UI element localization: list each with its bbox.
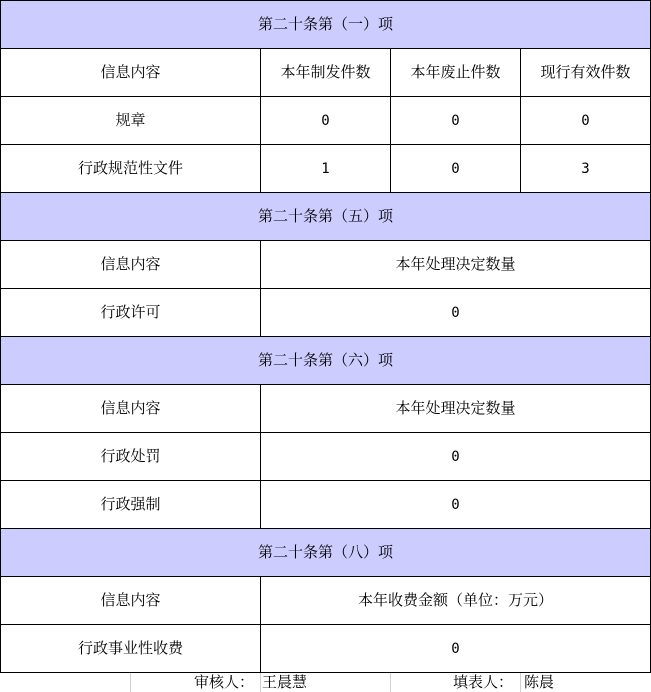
reviewer-label: 审核人： [194,673,255,691]
table-row [1,289,651,337]
column-header-row [1,241,651,289]
table-row [1,433,651,481]
row-label: 行政许可 [1,289,261,337]
cell-value: 0 [261,433,651,481]
table-row [1,97,651,145]
cell-value: 0 [391,145,521,193]
cell-value: 0 [261,625,651,673]
cell-value: 0 [391,97,521,145]
column-header-row [1,385,651,433]
section-title: 第二十条第（六）项 [1,337,651,385]
section-header-2 [1,193,651,241]
cell-value: 0 [261,481,651,529]
table-row [1,145,651,193]
row-label: 行政处罚 [1,433,261,481]
column-header: 本年收费金额（单位：万元） [261,577,651,625]
grid-divider [130,673,131,692]
cell-value: 3 [521,145,651,193]
grid-divider [260,673,261,692]
section-title: 第二十条第（八）项 [1,529,651,577]
cell-value: 0 [261,289,651,337]
table-row [1,481,651,529]
signature-footer [0,673,651,692]
column-header: 现行有效件数 [521,49,651,97]
column-header: 信息内容 [1,577,261,625]
grid-divider [390,673,391,692]
filler-label: 填表人： [453,673,514,691]
column-header: 本年废止件数 [391,49,521,97]
column-header: 本年处理决定数量 [261,385,651,433]
grid-divider [520,673,521,692]
section-header-4 [1,529,651,577]
column-header-row [1,49,651,97]
column-header: 信息内容 [1,385,261,433]
section-title: 第二十条第（一）项 [1,1,651,49]
section-header-3 [1,337,651,385]
table-row [1,625,651,673]
row-label: 行政强制 [1,481,261,529]
section-title: 第二十条第（五）项 [1,193,651,241]
cell-value: 0 [521,97,651,145]
row-label: 行政事业性收费 [1,625,261,673]
cell-value: 1 [261,145,391,193]
filler-name: 陈晨 [524,673,555,691]
column-header: 本年制发件数 [261,49,391,97]
column-header-row [1,577,651,625]
column-header: 信息内容 [1,49,261,97]
column-header: 信息内容 [1,241,261,289]
row-label: 规章 [1,97,261,145]
column-header: 本年处理决定数量 [261,241,651,289]
cell-value: 0 [261,97,391,145]
section-header-1 [1,1,651,49]
reviewer-name: 王晨慧 [262,673,308,691]
row-label: 行政规范性文件 [1,145,261,193]
